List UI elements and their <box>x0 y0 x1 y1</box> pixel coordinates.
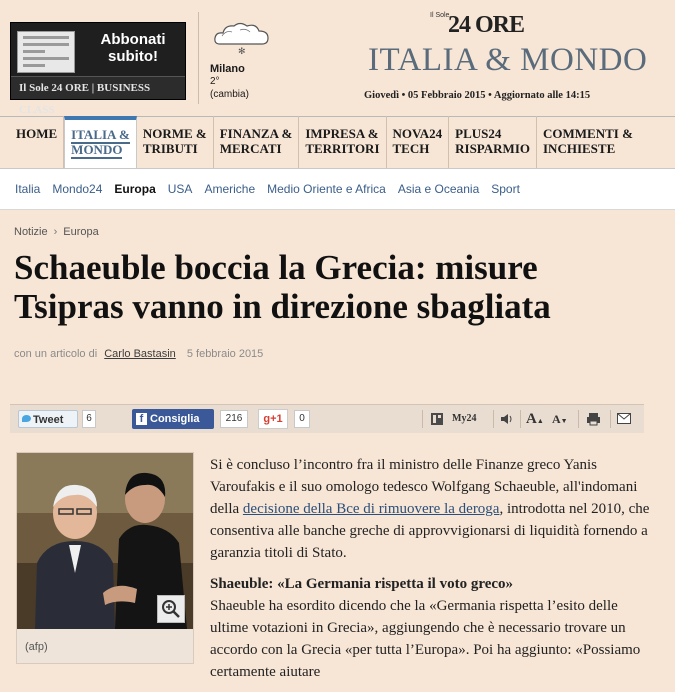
breadcrumb-item-europa[interactable]: Europa <box>63 226 99 238</box>
byline <box>14 348 263 360</box>
breadcrumb <box>14 226 99 238</box>
my24-link[interactable]: My24 <box>452 413 477 424</box>
subnav-item-americhe[interactable]: Americhe <box>204 182 256 196</box>
article-headline: Schaeuble boccia la Grecia: misure Tsipras vanno in direzione sbagliata <box>14 248 551 326</box>
nav-item-label: INCHIESTE <box>543 141 616 156</box>
google-plus-button[interactable]: g+1 <box>258 409 288 429</box>
bookmark-icon[interactable] <box>430 412 444 426</box>
nav-item-label: HOME <box>16 126 58 141</box>
subnav-item-medio-oriente-africa[interactable]: Medio Oriente e Africa <box>267 182 386 196</box>
promo-brand: Il Sole 24 ORE <box>19 82 89 94</box>
toolbar-divider <box>422 410 423 428</box>
subnav-item-sport[interactable]: Sport <box>491 182 520 196</box>
nav-item-commenti-inchieste[interactable] <box>537 116 639 168</box>
nav-item-label: COMMENTI & <box>543 126 633 141</box>
subnav <box>15 182 532 196</box>
nav-item-norme-tributi[interactable] <box>137 116 214 168</box>
google-plus-count: 0 <box>294 410 310 428</box>
main-nav <box>10 116 639 168</box>
site-logo[interactable]: 24 ORE <box>448 12 525 38</box>
subnav-item-europa[interactable]: Europa <box>114 182 156 196</box>
nav-item-label: MONDO <box>71 142 123 157</box>
facebook-count: 216 <box>220 410 248 428</box>
magnifier-icon <box>158 596 184 622</box>
nav-item-impresa-territori[interactable] <box>299 116 386 168</box>
triangle-down-icon: ▼ <box>560 417 568 425</box>
subscribe-promo-banner[interactable] <box>10 22 186 116</box>
toolbar-divider <box>520 410 521 428</box>
promo-title: Abbonati subito! <box>100 31 166 65</box>
svg-text:✻: ✻ <box>238 46 246 56</box>
email-icon[interactable] <box>617 413 631 424</box>
article-date: 5 febbraio 2015 <box>186 348 264 360</box>
nav-item-label: IMPRESA & <box>305 126 379 141</box>
nav-item-label: FINANZA & <box>219 126 293 141</box>
nav-item-label: ITALIA & <box>71 127 130 142</box>
font-larger-label: A <box>526 411 537 427</box>
tweet-count: 6 <box>82 410 96 428</box>
tweet-button[interactable] <box>18 410 78 428</box>
promo-strip-label: BUSINESS CLASS <box>19 82 151 116</box>
subnav-item-italia[interactable]: Italia <box>15 182 41 196</box>
nav-item-label: TECH <box>392 141 430 156</box>
subnav-item-asia-oceania[interactable]: Asia e Oceania <box>397 182 480 196</box>
nav-item-label: NOVA24 <box>392 126 443 141</box>
nav-item-finanza-mercati[interactable] <box>214 116 300 168</box>
triangle-up-icon: ▲ <box>536 417 544 425</box>
toolbar-divider <box>578 410 579 428</box>
toolbar-divider <box>610 410 611 428</box>
weather-temperature: 2° <box>210 76 220 87</box>
promo-strip: Il Sole 24 ORE | BUSINESS CLASS <box>11 76 185 99</box>
header-divider <box>198 12 199 104</box>
breadcrumb-item-notizie[interactable]: Notizie <box>14 226 48 238</box>
weather-change-link[interactable]: (cambia) <box>210 89 249 100</box>
logo-small-text: Il Sole <box>430 12 450 19</box>
subheading: Shaeuble: «La Germania rispetta il voto greco» <box>210 576 514 592</box>
facebook-label: Consiglia <box>150 413 200 425</box>
nav-item-label: TERRITORI <box>305 141 380 156</box>
dateline: Giovedì • 05 Febbraio 2015 • Aggiornato alle 14:15 <box>364 90 591 101</box>
tweet-label: Tweet <box>33 414 64 426</box>
article-photo[interactable] <box>16 452 194 664</box>
article-body <box>210 454 650 692</box>
paragraph <box>210 454 650 564</box>
font-smaller-label: A <box>552 412 561 426</box>
nav-item-home[interactable] <box>10 116 64 168</box>
nav-item-label: NORME & <box>142 126 207 141</box>
byline-prefix: con un articolo di <box>14 348 98 360</box>
snow-cloud-icon <box>212 20 272 56</box>
paragraph: Shaeuble ha esordito dicendo che la «Germania rispetta l’esito delle ultime votazioni in Grecia», aggiungendo che è necessario trovare un accordo con la Grecia «per tutta l’Europa». Poi ha aggiunto: «Possiamo certamente aiutare <box>210 598 641 680</box>
subnav-item-usa[interactable]: USA <box>167 182 193 196</box>
zoom-button[interactable] <box>157 595 185 623</box>
nav-item-label: MERCATI <box>219 141 282 156</box>
subnav-item-mondo24[interactable]: Mondo24 <box>52 182 103 196</box>
breadcrumb-separator-icon: › <box>53 226 58 238</box>
nav-item-label: PLUS24 <box>455 126 502 141</box>
paragraph-text: Si è concluso l’incontro fra il ministro delle Finanze greco Yanis Varoufakis e il suo omologo tedesco Wolfgang Schaeuble, all'indomani della <box>210 457 638 517</box>
facebook-recommend-button[interactable] <box>132 409 214 429</box>
share-toolbar <box>10 404 644 433</box>
audio-speaker-icon[interactable] <box>500 412 514 426</box>
facebook-icon: f <box>136 413 147 425</box>
print-icon[interactable] <box>586 412 601 426</box>
toolbar-divider <box>493 410 494 428</box>
weather-city: Milano <box>210 63 245 75</box>
nav-item-label: RISPARMIO <box>455 141 530 156</box>
newspaper-icon <box>17 31 75 73</box>
font-smaller-button[interactable] <box>552 409 568 429</box>
section-title: ITALIA & MONDO <box>368 42 648 78</box>
paragraph-text: , introdotta nel 2010, che consentiva alle banche greche di approvvigionarsi di liquidità fornendo a garanzia titoli di Stato. <box>210 501 650 561</box>
bce-decision-link[interactable]: decisione della Bce di rimuovere la deroga <box>242 501 500 517</box>
font-larger-button[interactable] <box>526 409 544 429</box>
nav-item-nova24-tech[interactable] <box>387 116 450 168</box>
nav-item-plus24-risparmio[interactable] <box>449 116 537 168</box>
author-link[interactable]: Carlo Bastasin <box>104 348 176 360</box>
photo-caption: (afp) <box>25 641 48 653</box>
twitter-bird-icon <box>22 415 31 422</box>
nav-item-label: TRIBUTI <box>142 141 198 156</box>
nav-item-italia-mondo[interactable] <box>64 116 137 168</box>
